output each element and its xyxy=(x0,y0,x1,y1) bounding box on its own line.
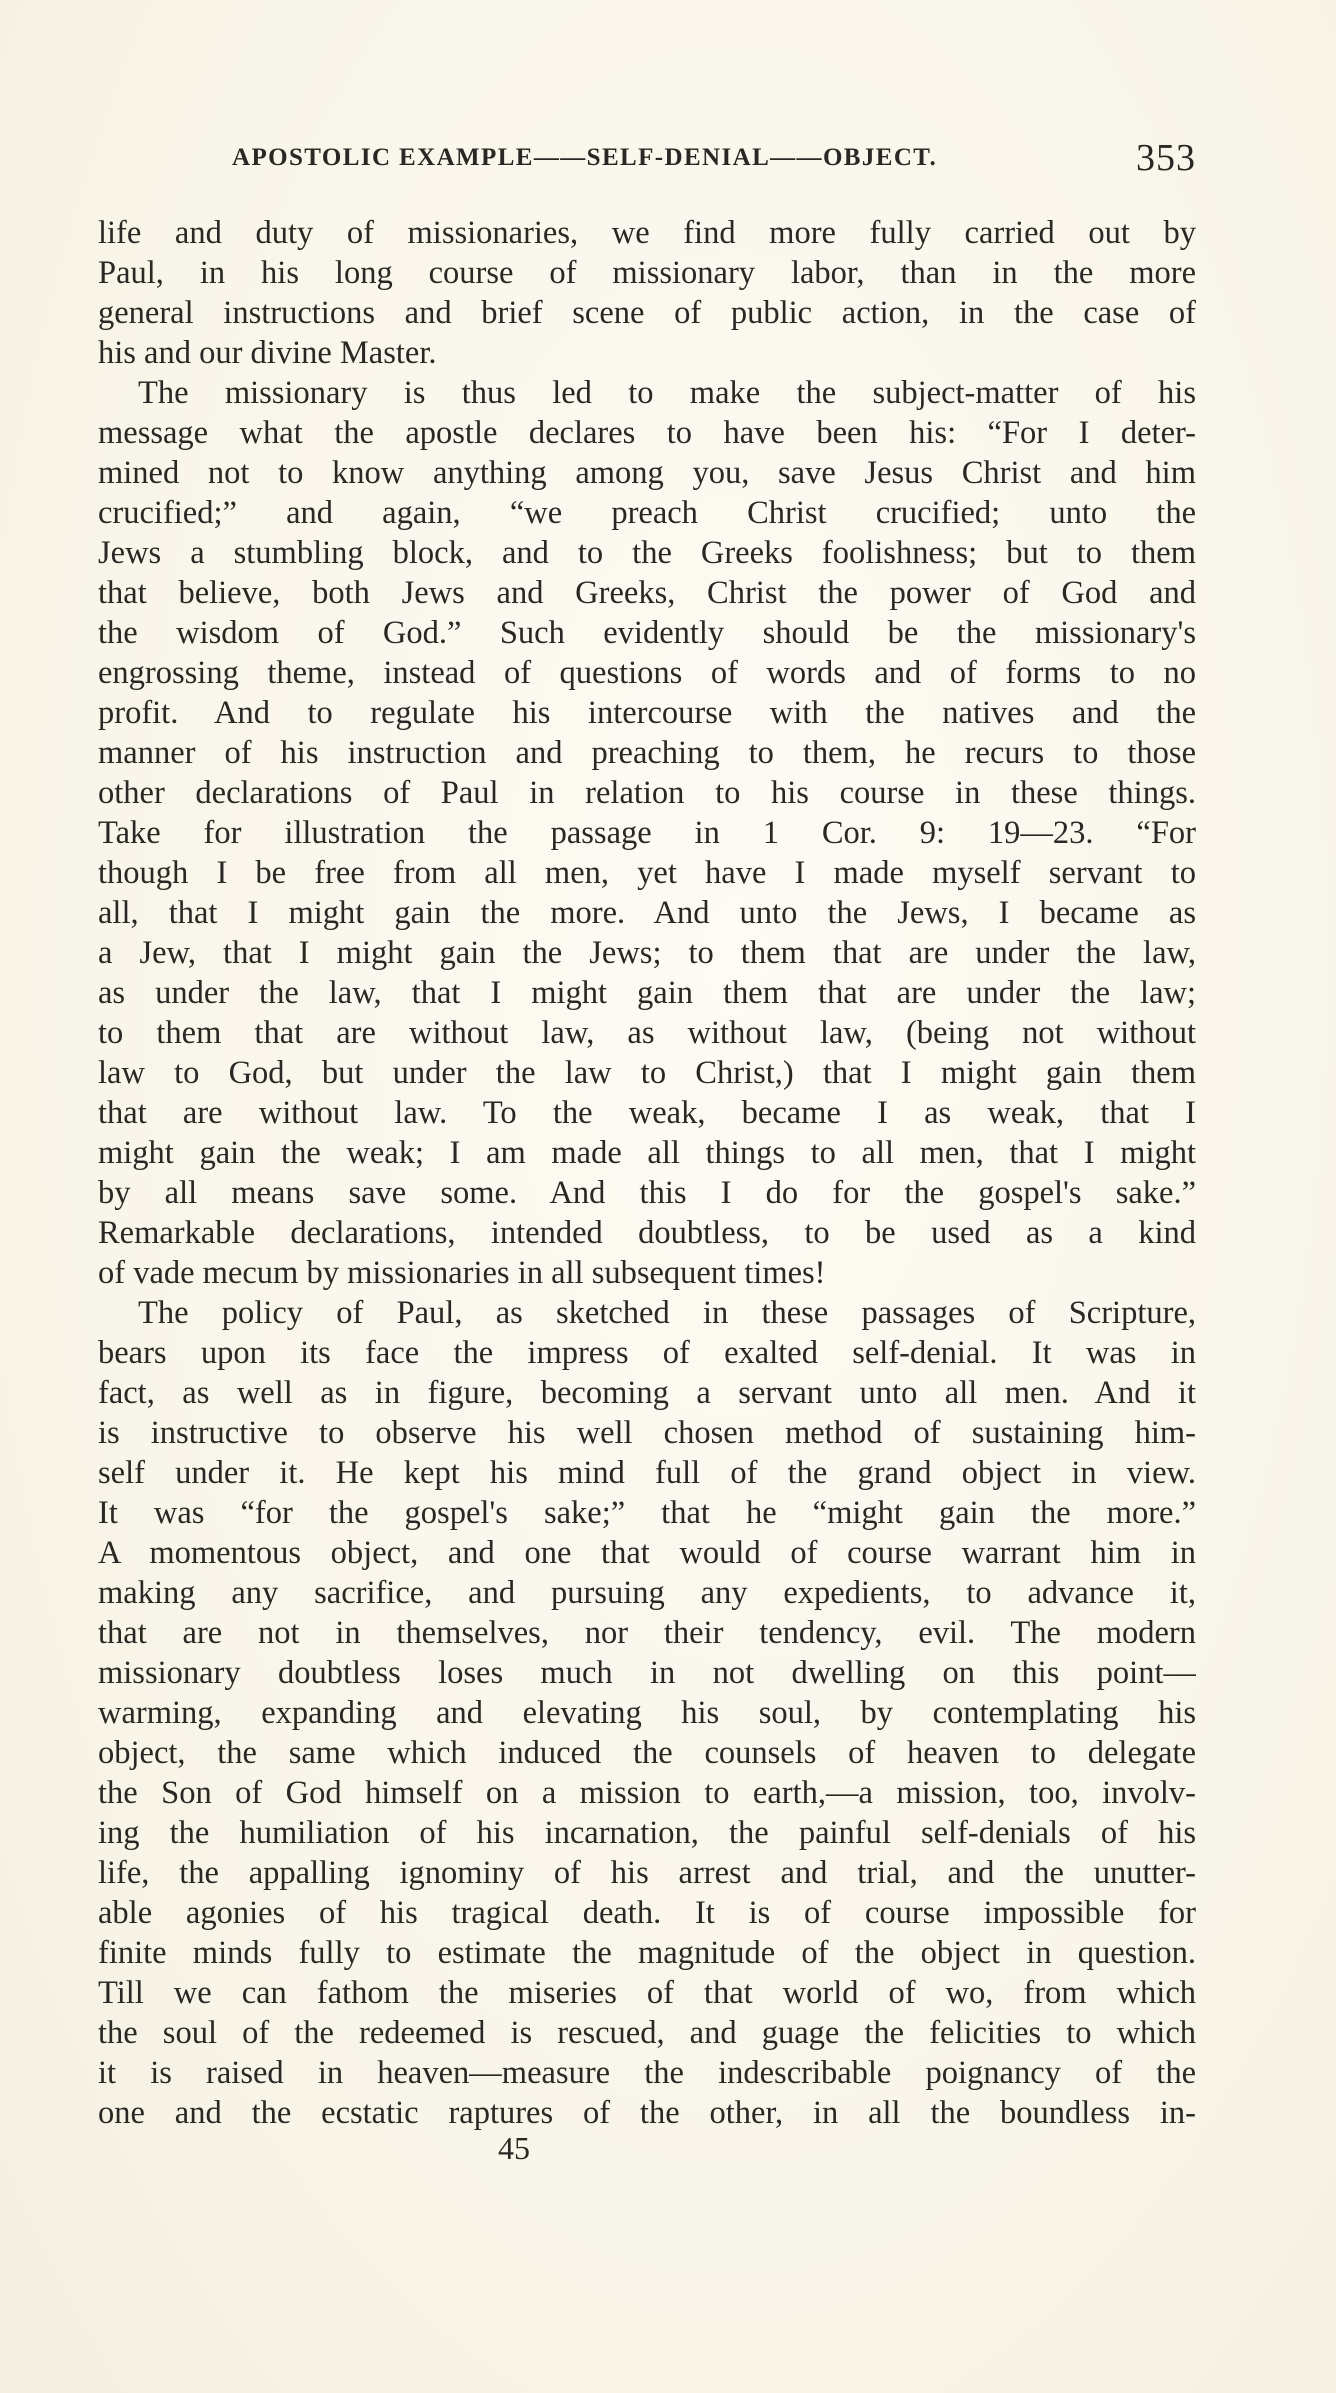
text-line: that believe, both Jews and Greeks, Christ the power of God and xyxy=(98,575,1196,611)
text-line: ing the humiliation of his incarnation, the painful self-denials of his xyxy=(98,1815,1196,1851)
text-line: it is raised in heaven—measure the indescribable poignancy of the xyxy=(98,2055,1196,2091)
text-line: message what the apostle declares to have been his: “For I deter- xyxy=(98,415,1196,451)
text-line: as under the law, that I might gain them that are under the law; xyxy=(98,975,1196,1011)
text-line: law to God, but under the law to Christ,) that I might gain them xyxy=(98,1055,1196,1091)
text-line: warming, expanding and elevating his soul, by contemplating his xyxy=(98,1695,1196,1731)
text-line: a Jew, that I might gain the Jews; to them that are under the law, xyxy=(98,935,1196,971)
text-line: might gain the weak; I am made all things to all men, that I might xyxy=(98,1135,1196,1171)
text-line: It was “for the gospel's sake;” that he “might gain the more.” xyxy=(98,1495,1196,1531)
text-line: making any sacrifice, and pursuing any expedients, to advance it, xyxy=(98,1575,1196,1611)
text-line: The policy of Paul, as sketched in these passages of Scripture, xyxy=(138,1295,1196,1331)
text-line: object, the same which induced the counsels of heaven to delegate xyxy=(98,1735,1196,1771)
signature-mark: 45 xyxy=(498,2130,530,2166)
text-line: his and our divine Master. xyxy=(98,335,437,371)
text-line: engrossing theme, instead of questions of words and of forms to no xyxy=(98,655,1196,691)
text-line: all, that I might gain the more. And unto the Jews, I became as xyxy=(98,895,1196,931)
text-line: Paul, in his long course of missionary labor, than in the more xyxy=(98,255,1196,291)
text-line: Remarkable declarations, intended doubtless, to be used as a kind xyxy=(98,1215,1196,1251)
text-line: is instructive to observe his well chosen method of sustaining him- xyxy=(98,1415,1196,1451)
text-line: the soul of the redeemed is rescued, and guage the felicities to which xyxy=(98,2015,1196,2051)
text-line: general instructions and brief scene of public action, in the case of xyxy=(98,295,1196,331)
text-line: one and the ecstatic raptures of the other, in all the boundless in- xyxy=(98,2095,1196,2131)
page-number: 353 xyxy=(1136,137,1196,179)
text-line: though I be free from all men, yet have I made myself servant to xyxy=(98,855,1196,891)
text-line: that are without law. To the weak, became I as weak, that I xyxy=(98,1095,1196,1131)
text-line: life, the appalling ignominy of his arrest and trial, and the unutter- xyxy=(98,1855,1196,1891)
text-line: Take for illustration the passage in 1 Cor. 9: 19—23. “For xyxy=(98,815,1196,851)
text-line: crucified;” and again, “we preach Christ crucified; unto the xyxy=(98,495,1196,531)
text-line: bears upon its face the impress of exalted self-denial. It was in xyxy=(98,1335,1196,1371)
text-line: The missionary is thus led to make the subject-matter of his xyxy=(138,375,1196,411)
text-line: Till we can fathom the miseries of that world of wo, from which xyxy=(98,1975,1196,2011)
text-line: self under it. He kept his mind full of the grand object in view. xyxy=(98,1455,1196,1491)
text-line: the wisdom of God.” Such evidently should be the missionary's xyxy=(98,615,1196,651)
page-header xyxy=(98,136,1196,184)
text-line: mined not to know anything among you, save Jesus Christ and him xyxy=(98,455,1196,491)
text-line: life and duty of missionaries, we find more fully carried out by xyxy=(98,215,1196,251)
text-line: manner of his instruction and preaching to them, he recurs to those xyxy=(98,735,1196,771)
text-line: to them that are without law, as without law, (being not without xyxy=(98,1015,1196,1051)
running-head: APOSTOLIC EXAMPLE——SELF-DENIAL——OBJECT. xyxy=(232,144,938,171)
text-line: that are not in themselves, nor their tendency, evil. The modern xyxy=(98,1615,1196,1651)
text-line: profit. And to regulate his intercourse with the natives and the xyxy=(98,695,1196,731)
text-line: by all means save some. And this I do for the gospel's sake.” xyxy=(98,1175,1196,1211)
text-line: A momentous object, and one that would of course warrant him in xyxy=(98,1535,1196,1571)
text-line: finite minds fully to estimate the magnitude of the object in question. xyxy=(98,1935,1196,1971)
body-text xyxy=(98,213,1196,2133)
text-line: the Son of God himself on a mission to earth,—a mission, too, involv- xyxy=(98,1775,1196,1811)
text-line: missionary doubtless loses much in not dwelling on this point— xyxy=(98,1655,1196,1691)
text-line: Jews a stumbling block, and to the Greeks foolishness; but to them xyxy=(98,535,1196,571)
text-line: other declarations of Paul in relation to his course in these things. xyxy=(98,775,1196,811)
text-line: fact, as well as in figure, becoming a servant unto all men. And it xyxy=(98,1375,1196,1411)
text-line: able agonies of his tragical death. It is of course impossible for xyxy=(98,1895,1196,1931)
text-line: of vade mecum by missionaries in all subsequent times! xyxy=(98,1255,826,1291)
